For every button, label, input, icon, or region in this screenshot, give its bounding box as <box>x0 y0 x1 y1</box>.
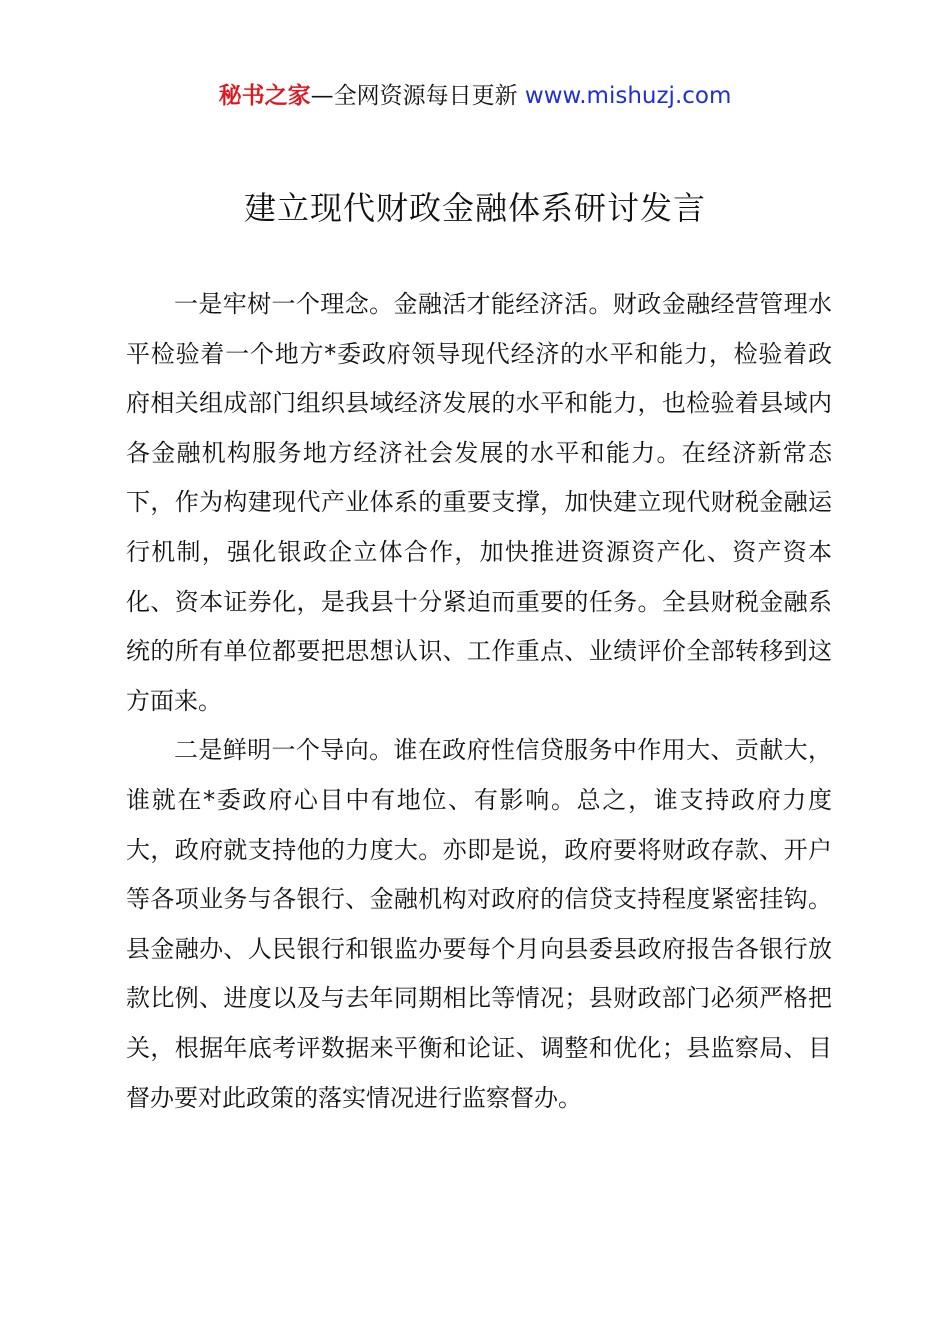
paragraph-2: 二是鲜明一个导向。谁在政府性信贷服务中作用大、贡献大，谁就在*委政府心目中有地位、有影响。总之，谁支持政府力度大，政府就支持他的力度大。亦即是说，政府要将财政存款、开户等各项业务与各银行、金融机构对政府的信贷支持程度紧密挂钩。县金融办、人民银行和银监办要每个月向县委县政府报告各银行放款比例、进度以及与去年同期相比等情况；县财政部门必须严格把关，根据年底考评数据来平衡和论证、调整和优化；县监察局、目督办要对此政策的落实情况进行监察督办。 <box>126 736 832 1112</box>
paragraph-1: 一是牢树一个理念。金融活才能经济活。财政金融经营管理水平检验着一个地方*委政府领导现代经济的水平和能力，检验着政府相关组成部门组织县域经济发展的水平和能力，也检验着县域内各金融机构服务地方经济社会发展的水平和能力。在经济新常态下，作为构建现代产业体系的重要支撑，加快建立现代财税金融运行机制，强化银政企立体合作，加快推进资源资产化、资产资本化、资本证券化，是我县十分紧迫而重要的任务。全县财税金融系统的所有单位都要把思想认识、工作重点、业绩评价全部转移到这方面来。 <box>126 290 832 715</box>
brand-name: 秘书之家 <box>218 83 311 109</box>
document-title: 建立现代财政金融体系研讨发言 <box>243 189 706 227</box>
header-slogan: —全网资源每日更新 <box>310 83 518 109</box>
site-url-link[interactable]: www.mishuzj.com <box>524 83 732 109</box>
document-body <box>126 280 832 1123</box>
site-header <box>0 80 950 112</box>
